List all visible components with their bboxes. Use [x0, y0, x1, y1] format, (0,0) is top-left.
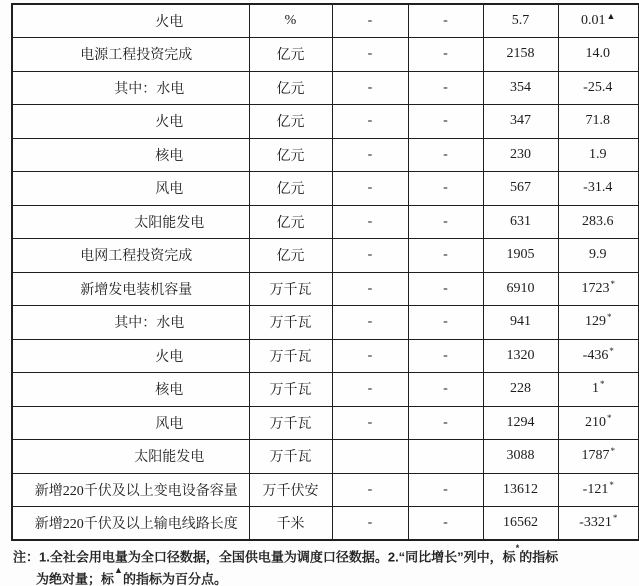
yoy-value: 0.01 [581, 13, 606, 28]
table-row [12, 339, 639, 373]
yoy-superscript-mark: * [612, 513, 618, 523]
col3-cell: - [332, 306, 408, 340]
triangle-mark: ▲ [114, 565, 123, 576]
yoy-cell [558, 272, 639, 306]
col3-cell: - [332, 205, 408, 239]
value-cell: 631 [483, 205, 558, 239]
table-row [12, 373, 639, 407]
yoy-superscript-mark: * [607, 412, 612, 423]
indicator-cell [12, 105, 249, 139]
yoy-value: 1 [592, 381, 599, 397]
col4-cell [408, 440, 483, 474]
unit-cell: 亿元 [249, 105, 332, 139]
indicator-label: 太阳能发电 [134, 450, 205, 466]
value-cell: 1905 [483, 239, 558, 273]
indicator-label: 新增220千伏及以上变电设备容量 [34, 483, 238, 499]
table-row [12, 406, 639, 440]
col3-cell: - [332, 473, 408, 507]
value-cell: 13612 [483, 473, 558, 507]
unit-cell: 亿元 [249, 38, 332, 72]
unit-cell: 亿元 [249, 205, 332, 239]
yoy-value: 129 [585, 314, 606, 330]
indicator-cell [12, 4, 249, 38]
indicator-label: 新增发电装机容量 [80, 282, 193, 298]
table-row [12, 105, 639, 139]
unit-cell: 亿元 [249, 71, 332, 105]
table-row [12, 205, 639, 239]
indicator-label: 火电 [155, 349, 184, 365]
yoy-value: 14.0 [585, 46, 610, 62]
col4-cell: - [408, 138, 483, 172]
col3-cell: - [332, 406, 408, 440]
indicator-label: 其中：水电 [114, 316, 185, 332]
col3-cell: - [332, 339, 408, 373]
yoy-value: 71.8 [585, 113, 610, 129]
yoy-cell [558, 38, 639, 72]
yoy-cell [558, 4, 639, 38]
unit-cell: 万千瓦 [249, 339, 332, 373]
table-row [12, 172, 639, 206]
indicator-cell [12, 205, 249, 239]
indicator-label: 太阳能发电 [134, 215, 205, 231]
indicator-cell [12, 306, 249, 340]
table-row [12, 4, 639, 38]
indicator-label: 火电 [155, 15, 184, 30]
yoy-superscript-mark: * [609, 479, 614, 490]
yoy-value: 210 [585, 414, 606, 430]
yoy-cell [558, 440, 639, 474]
value-cell: 941 [483, 306, 558, 340]
unit-cell: 亿元 [249, 239, 332, 273]
indicator-label: 核电 [155, 148, 184, 164]
unit-cell: 亿元 [249, 138, 332, 172]
col3-cell: - [332, 239, 408, 273]
indicator-cell [12, 138, 249, 172]
indicator-label: 其中：水电 [114, 81, 185, 97]
col4-cell: - [408, 239, 483, 273]
col4-cell: - [408, 473, 483, 507]
table-row [12, 272, 639, 306]
table-body [12, 4, 639, 540]
footnote-text: 为绝对量；标 [36, 571, 115, 586]
col3-cell: - [332, 272, 408, 306]
indicator-cell [12, 239, 249, 273]
indicator-cell [12, 71, 249, 105]
indicator-label: 电网工程投资完成 [80, 249, 193, 265]
yoy-superscript-mark: * [607, 312, 612, 323]
table-row [12, 38, 639, 72]
value-cell: 230 [483, 138, 558, 172]
yoy-cell [558, 406, 639, 440]
unit-cell: 万千瓦 [249, 373, 332, 407]
footnote-text: 的指标为百分点。 [122, 571, 227, 586]
col3-cell: - [332, 38, 408, 72]
table-row [12, 306, 639, 340]
value-cell: 1320 [483, 339, 558, 373]
yoy-value: -436 [582, 347, 609, 363]
indicator-label: 风电 [155, 416, 184, 432]
yoy-value: 9.9 [589, 247, 607, 263]
unit-cell: 万千瓦 [249, 306, 332, 340]
yoy-superscript-mark: * [600, 379, 605, 390]
yoy-superscript-mark: * [610, 446, 615, 457]
yoy-cell [558, 105, 639, 139]
value-cell: 354 [483, 71, 558, 105]
col4-cell: - [408, 339, 483, 373]
indicator-cell [12, 38, 249, 72]
yoy-value: -25.4 [583, 79, 613, 95]
table-row [12, 239, 639, 273]
table-row [12, 507, 639, 541]
indicator-cell [12, 172, 249, 206]
indicator-label: 火电 [155, 115, 184, 131]
yoy-value: 1723 [581, 280, 610, 296]
table-row [12, 138, 639, 172]
value-cell: 5.7 [483, 4, 558, 38]
indicator-label: 新增220千伏及以上输电线路长度 [34, 517, 238, 532]
value-cell: 228 [483, 373, 558, 407]
unit-cell: 万千瓦 [249, 272, 332, 306]
indicator-cell [12, 339, 249, 373]
unit-cell: 万千瓦 [249, 406, 332, 440]
yoy-cell [558, 507, 639, 541]
yoy-value: -3321 [579, 515, 612, 530]
indicator-label: 核电 [155, 383, 184, 399]
yoy-superscript-mark: * [609, 345, 614, 356]
col3-cell: - [332, 373, 408, 407]
yoy-cell [558, 373, 639, 407]
table-row [12, 473, 639, 507]
indicator-cell [12, 440, 249, 474]
col4-cell: - [408, 272, 483, 306]
col4-cell: - [408, 507, 483, 541]
indicator-cell [12, 473, 249, 507]
unit-cell: 千米 [249, 507, 332, 541]
value-cell: 567 [483, 172, 558, 206]
value-cell: 1294 [483, 406, 558, 440]
yoy-value: 1787 [581, 448, 610, 464]
yoy-cell [558, 339, 639, 373]
unit-cell: % [249, 4, 332, 38]
indicator-cell [12, 373, 249, 407]
asterisk-mark: * [515, 543, 520, 553]
yoy-value: -121 [582, 481, 609, 497]
col4-cell: - [408, 373, 483, 407]
yoy-cell [558, 239, 639, 273]
col3-cell: - [332, 138, 408, 172]
yoy-cell [558, 138, 639, 172]
indicator-label: 风电 [155, 182, 184, 198]
col4-cell: - [408, 105, 483, 139]
col4-cell: - [408, 4, 483, 38]
col3-cell: - [332, 105, 408, 139]
footnote-text: 注：1.全社会用电量为全口径数据，全国供电量为调度口径数据。2.“同比增长”列中，标 [13, 549, 516, 565]
value-cell: 2158 [483, 38, 558, 72]
col3-cell: - [332, 71, 408, 105]
col3-cell: - [332, 172, 408, 206]
power-statistics-table [11, 3, 639, 541]
unit-cell: 万千伏安 [249, 473, 332, 507]
footnote-line-1 [13, 544, 629, 566]
indicator-label: 电源工程投资完成 [80, 48, 193, 64]
yoy-value: -31.4 [583, 180, 613, 196]
yoy-value: 283.6 [582, 213, 614, 229]
footnote-line-2 [13, 566, 629, 586]
col4-cell: - [408, 38, 483, 72]
yoy-value: 1.9 [589, 146, 607, 162]
yoy-cell [558, 306, 639, 340]
indicator-cell [12, 272, 249, 306]
yoy-cell [558, 71, 639, 105]
yoy-superscript-mark: ▲ [606, 11, 616, 21]
table-row [12, 71, 639, 105]
yoy-cell [558, 205, 639, 239]
footnote-text: 的指标 [519, 549, 559, 565]
col4-cell: - [408, 205, 483, 239]
unit-cell: 万千瓦 [249, 440, 332, 474]
value-cell: 6910 [483, 272, 558, 306]
table-row [12, 440, 639, 474]
indicator-cell [12, 507, 249, 541]
yoy-superscript-mark: * [610, 278, 615, 289]
col3-cell [332, 440, 408, 474]
value-cell: 347 [483, 105, 558, 139]
col4-cell: - [408, 306, 483, 340]
value-cell: 16562 [483, 507, 558, 541]
col4-cell: - [408, 71, 483, 105]
col3-cell: - [332, 507, 408, 541]
yoy-cell [558, 172, 639, 206]
col4-cell: - [408, 172, 483, 206]
col3-cell: - [332, 4, 408, 38]
table-footnote [13, 544, 629, 586]
yoy-cell [558, 473, 639, 507]
value-cell: 3088 [483, 440, 558, 474]
indicator-cell [12, 406, 249, 440]
unit-cell: 亿元 [249, 172, 332, 206]
col4-cell: - [408, 406, 483, 440]
